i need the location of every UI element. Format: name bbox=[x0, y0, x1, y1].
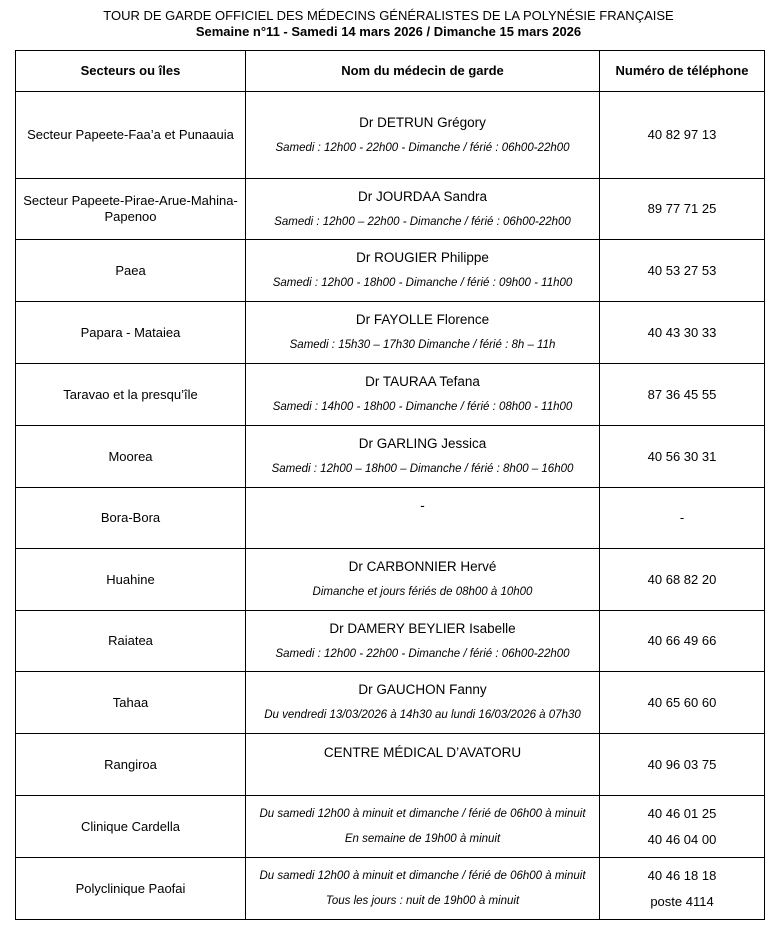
doctor-cell bbox=[246, 796, 600, 858]
duty-hours-daily: Tous les jours : nuit de 19h00 à minuit bbox=[325, 895, 520, 907]
phone-cell: 40 68 82 20 bbox=[600, 549, 765, 611]
header-row bbox=[16, 51, 765, 92]
table-row bbox=[16, 426, 765, 488]
phone-cell: 87 36 45 55 bbox=[600, 364, 765, 426]
duty-hours: Dimanche et jours fériés de 08h00 à 10h00 bbox=[312, 586, 533, 598]
sector-cell: Paea bbox=[16, 240, 246, 302]
phone-cell: 40 82 97 13 bbox=[600, 92, 765, 179]
doctor-name: CENTRE MÉDICAL D’AVATORU bbox=[323, 744, 522, 760]
duty-hours: Samedi : 12h00 – 18h00 – Dimanche / férié : 8h00 – 16h00 bbox=[271, 463, 574, 475]
doctor-cell bbox=[246, 302, 600, 364]
doctor-cell bbox=[246, 364, 600, 426]
table-row bbox=[16, 240, 765, 302]
duty-table bbox=[15, 50, 765, 920]
title-line-1: TOUR DE GARDE OFFICIEL DES MÉDECINS GÉNÉRALISTES DE LA POLYNÉSIE FRANÇAISE bbox=[103, 8, 674, 23]
phone-cell: 40 43 30 33 bbox=[600, 302, 765, 364]
phone-cell bbox=[600, 858, 765, 920]
doctor-name: Dr FAYOLLE Florence bbox=[355, 312, 490, 327]
document-title bbox=[0, 8, 777, 40]
table-row bbox=[16, 611, 765, 672]
sector-cell: Moorea bbox=[16, 426, 246, 488]
doctor-cell bbox=[246, 858, 600, 920]
duty-hours: Samedi : 12h00 - 22h00 - Dimanche / férié : 06h00-22h00 bbox=[275, 141, 570, 154]
sector-cell: Secteur Papeete-Faa’a et Punaauia bbox=[16, 92, 246, 179]
phone-cell: 40 65 60 60 bbox=[600, 672, 765, 734]
phone-extension: poste 4114 bbox=[650, 893, 714, 909]
sector-cell: Taravao et la presqu’île bbox=[16, 364, 246, 426]
phone-number: 40 46 04 00 bbox=[647, 831, 717, 847]
doctor-cell bbox=[246, 672, 600, 734]
doctor-cell bbox=[246, 179, 600, 240]
table-row bbox=[16, 302, 765, 364]
doctor-name: Dr JOURDAA Sandra bbox=[357, 188, 488, 204]
duty-hours: Samedi : 12h00 – 22h00 - Dimanche / férié : 06h00-22h00 bbox=[274, 215, 571, 228]
duty-hours: Samedi : 12h00 - 18h00 - Dimanche / férié : 09h00 - 11h00 bbox=[272, 277, 573, 289]
doctor-name: Dr CARBONNIER Hervé bbox=[348, 559, 497, 574]
phone-cell: - bbox=[600, 488, 765, 549]
sector-cell: Tahaa bbox=[16, 672, 246, 734]
table-row bbox=[16, 672, 765, 734]
duty-hours-weekday: En semaine de 19h00 à minuit bbox=[344, 833, 501, 845]
table-row bbox=[16, 549, 765, 611]
col-header-sector: Secteurs ou îles bbox=[16, 51, 246, 92]
phone-cell bbox=[600, 796, 765, 858]
duty-hours: Samedi : 12h00 - 22h00 - Dimanche / férié : 06h00-22h00 bbox=[275, 647, 570, 660]
doctor-name: Dr GAUCHON Fanny bbox=[358, 682, 487, 697]
table-row bbox=[16, 734, 765, 796]
doctor-name: Dr TAURAA Tefana bbox=[365, 374, 480, 389]
table-row bbox=[16, 92, 765, 179]
doctor-cell bbox=[246, 734, 600, 796]
sector-cell: Clinique Cardella bbox=[16, 796, 246, 858]
sector-cell: Polyclinique Paofai bbox=[16, 858, 246, 920]
duty-hours: Du samedi 12h00 à minuit et dimanche / férié de 06h00 à minuit bbox=[259, 808, 586, 820]
duty-hours: Samedi : 15h30 – 17h30 Dimanche / férié : 8h – 11h bbox=[289, 339, 556, 351]
phone-cell: 89 77 71 25 bbox=[600, 179, 765, 240]
doctor-cell bbox=[246, 240, 600, 302]
col-header-doctor: Nom du médecin de garde bbox=[246, 51, 600, 92]
duty-hours: Samedi : 14h00 - 18h00 - Dimanche / férié : 08h00 - 11h00 bbox=[272, 401, 573, 413]
phone-cell: 40 56 30 31 bbox=[600, 426, 765, 488]
table-row bbox=[16, 364, 765, 426]
title-line-2: Semaine n°11 - Samedi 14 mars 2026 / Dimanche 15 mars 2026 bbox=[195, 24, 582, 39]
phone-number: 40 46 01 25 bbox=[647, 805, 717, 821]
col-header-phone: Numéro de téléphone bbox=[600, 51, 765, 92]
doctor-name: - bbox=[420, 498, 425, 513]
doctor-cell bbox=[246, 549, 600, 611]
doctor-name: Dr ROUGIER Philippe bbox=[356, 250, 489, 265]
phone-cell: 40 53 27 53 bbox=[600, 240, 765, 302]
doctor-name: Dr GARLING Jessica bbox=[358, 436, 487, 451]
sector-cell: Papara - Mataiea bbox=[16, 302, 246, 364]
sector-cell: Secteur Papeete-Pirae-Arue-Mahina-Papenoo bbox=[16, 179, 246, 240]
duty-hours: Du samedi 12h00 à minuit et dimanche / férié de 06h00 à minuit bbox=[259, 870, 586, 882]
phone-cell: 40 66 49 66 bbox=[600, 611, 765, 672]
sector-cell: Huahine bbox=[16, 549, 246, 611]
sector-cell: Raiatea bbox=[16, 611, 246, 672]
duty-hours: Du vendredi 13/03/2026 à 14h30 au lundi 16/03/2026 à 07h30 bbox=[264, 709, 581, 721]
table-row bbox=[16, 488, 765, 549]
phone-cell: 40 96 03 75 bbox=[600, 734, 765, 796]
sector-cell: Bora-Bora bbox=[16, 488, 246, 549]
doctor-cell bbox=[246, 488, 600, 549]
table-row bbox=[16, 858, 765, 920]
doctor-cell bbox=[246, 92, 600, 179]
table-row bbox=[16, 796, 765, 858]
doctor-cell bbox=[246, 426, 600, 488]
phone-number: 40 46 18 18 bbox=[647, 867, 717, 883]
table-row bbox=[16, 179, 765, 240]
doctor-cell bbox=[246, 611, 600, 672]
doctor-name: Dr DAMERY BEYLIER Isabelle bbox=[329, 620, 516, 636]
sector-cell: Rangiroa bbox=[16, 734, 246, 796]
doctor-name: Dr DETRUN Grégory bbox=[359, 114, 486, 130]
